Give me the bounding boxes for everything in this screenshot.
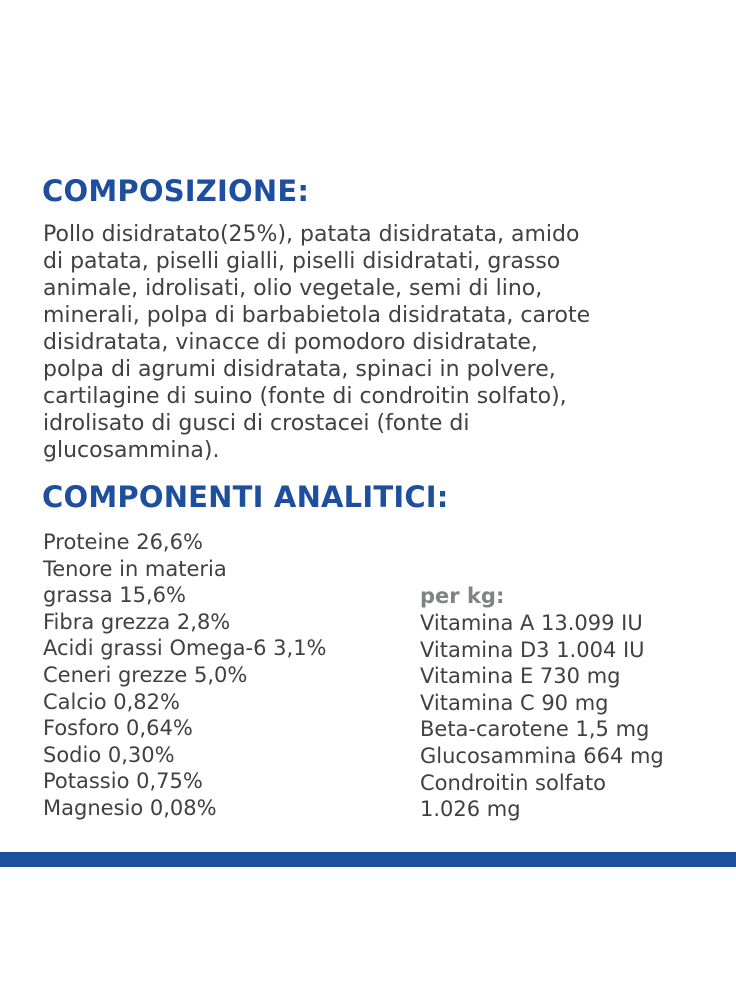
composition-line: disidratata, vinacce di pomodoro disidratate, xyxy=(43,330,538,355)
vitamin-item: Glucosammina 664 mg xyxy=(420,743,664,768)
vitamin-item: Vitamina A 13.099 IU xyxy=(420,611,643,635)
composition-line: glucosammina). xyxy=(43,438,220,463)
analytic-item: Fibra grezza 2,8% xyxy=(43,609,231,634)
analytic-item: Potassio 0,75% xyxy=(43,769,203,794)
analytic-item: Ceneri grezze 5,0% xyxy=(43,662,248,687)
analytic-item: Calcio 0,82% xyxy=(43,689,180,714)
composition-line: polpa di agrumi disidratata, spinaci in polvere, xyxy=(43,357,556,382)
analytic-item: grassa 15,6% xyxy=(43,583,186,608)
vitamin-item: Beta-carotene 1,5 mg xyxy=(420,717,650,742)
composition-line: Pollo disidratato(25%), patata disidratata, amido xyxy=(43,222,580,247)
vitamin-item: Condroitin solfato xyxy=(420,770,607,795)
per-kg-label: per kg: xyxy=(420,584,505,608)
vitamin-item: Vitamina C 90 mg xyxy=(420,690,609,715)
analytic-item: Magnesio 0,08% xyxy=(43,795,217,820)
composition-line: cartilagine di suino (fonte di condroitin solfato), xyxy=(43,384,567,409)
vitamin-item: Vitamina D3 1.004 IU xyxy=(420,637,645,662)
analytics-list-per-kg xyxy=(420,583,664,823)
composition-line: animale, idrolisati, olio vegetale, semi di lino, xyxy=(43,276,543,301)
composition-line: minerali, polpa di barbabietola disidratata, carote xyxy=(43,303,591,328)
analytic-item: Tenore in materia xyxy=(43,556,227,581)
composition-heading: COMPOSIZIONE: xyxy=(42,174,310,208)
vitamin-item: 1.026 mg xyxy=(420,797,521,822)
analytic-item: Sodio 0,30% xyxy=(43,742,175,767)
composition-line: idrolisato di gusci di crostacei (fonte di xyxy=(43,411,470,436)
analytic-item: Fosforo 0,64% xyxy=(43,716,193,741)
vitamin-item: Vitamina E 730 mg xyxy=(420,664,621,689)
analytics-list-left xyxy=(43,529,327,822)
composition-line: di patata, piselli gialli, piselli disidratati, grasso xyxy=(43,249,561,274)
analytics-heading: COMPONENTI ANALITICI: xyxy=(42,480,449,514)
bottom-blue-band xyxy=(0,852,736,867)
analytic-item: Proteine 26,6% xyxy=(43,530,203,554)
analytic-item: Acidi grassi Omega-6 3,1% xyxy=(43,636,327,661)
composition-text xyxy=(43,221,733,464)
